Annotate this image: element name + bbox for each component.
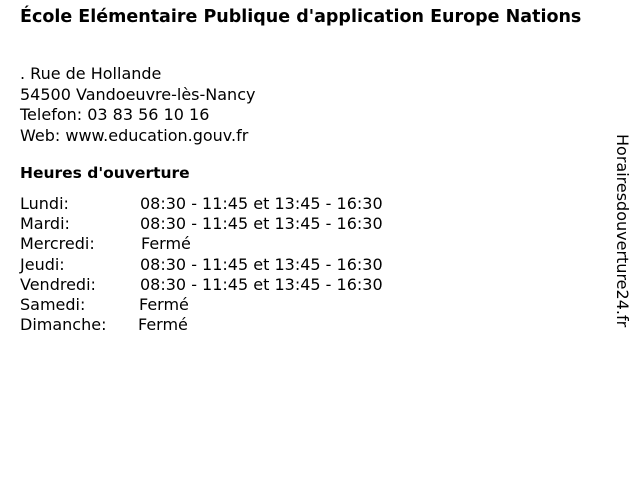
site-watermark: Horairesdouverture24.fr bbox=[613, 134, 632, 328]
hours-day: Vendredi: bbox=[20, 274, 96, 294]
hours-day: Mercredi: bbox=[20, 234, 95, 254]
hours-time: 08:30 - 11:45 et 13:45 - 16:30 bbox=[140, 194, 383, 213]
hours-heading: Heures d'ouverture bbox=[20, 164, 190, 182]
hours-day: Samedi: bbox=[20, 294, 86, 314]
hours-time: 08:30 - 11:45 et 13:45 - 16:30 bbox=[140, 254, 383, 274]
address-phone: Telefon: 03 83 56 10 16 bbox=[20, 105, 210, 124]
hours-time: 08:30 - 11:45 et 13:45 - 16:30 bbox=[140, 214, 383, 234]
hours-day: Jeudi: bbox=[20, 254, 65, 274]
hours-day: Lundi: bbox=[20, 194, 69, 213]
hours-time: Fermé bbox=[141, 234, 191, 254]
address-web: Web: www.education.gouv.fr bbox=[20, 125, 249, 145]
page-title: École Elémentaire Publique d'application Europe Nations bbox=[20, 7, 582, 27]
hours-time: Fermé bbox=[138, 315, 188, 335]
address-street: . Rue de Hollande bbox=[20, 64, 162, 83]
hours-time: Fermé bbox=[139, 294, 189, 314]
hours-time: 08:30 - 11:45 et 13:45 - 16:30 bbox=[140, 274, 383, 294]
address-block bbox=[20, 64, 255, 146]
address-city: 54500 Vandoeuvre-lès-Nancy bbox=[20, 84, 256, 104]
hours-day: Mardi: bbox=[20, 214, 70, 234]
hours-day: Dimanche: bbox=[20, 315, 107, 335]
